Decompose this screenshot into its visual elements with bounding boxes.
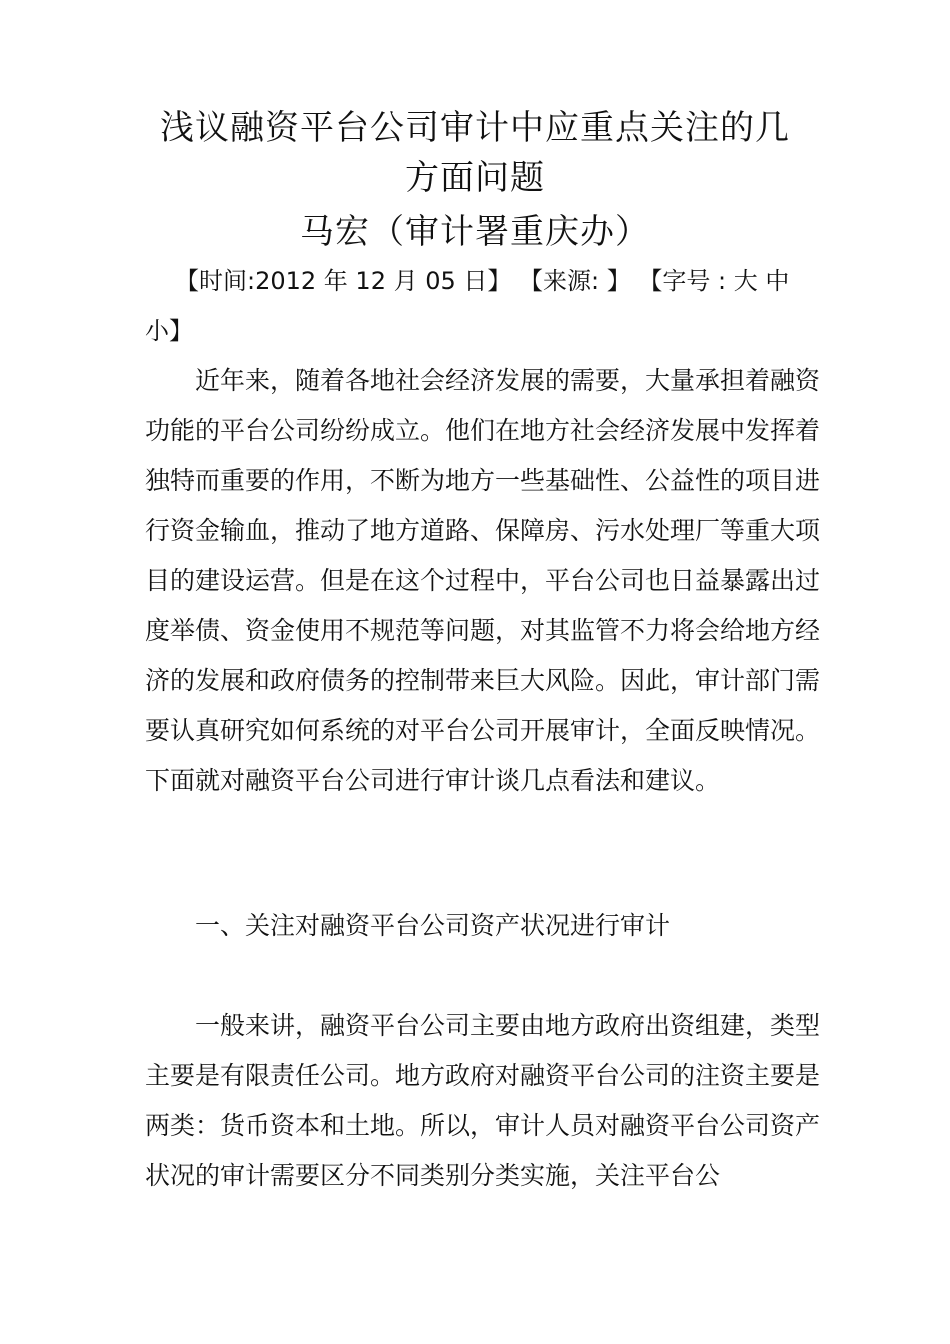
intro-paragraph: 近年来，随着各地社会经济发展的需要，大量承担着融资功能的平台公司纷纷成立。他们在地方社会经济发展中发挥着独特而重要的作用，不断为地方一些基础性、公益性的项目进行资金输血，推动了地方道路、保障房、污水处理厂等重大项目的建设运营。但是在这个过程中，平台公司也日益暴露出过度举债、资金使用不规范等问题，对其监管不力将会给地方经济的发展和政府债务的控制带来巨大风险。因此，审计部门需要认真研究如何系统的对平台公司开展审计，全面反映情况。下面就对融资平台公司进行审计谈几点看法和建议。	[145, 366, 821, 795]
article-title-line-2: 方面问题	[405, 158, 545, 198]
section-1-paragraph-block	[145, 1001, 835, 1201]
section-heading-block	[145, 901, 835, 951]
article-title-line-1: 浅议融资平台公司审计中应重点关注的几	[160, 108, 790, 148]
title-block	[0, 103, 950, 257]
intro-paragraph-block	[145, 356, 835, 806]
section-heading-1: 一、关注对融资平台公司资产状况进行审计	[195, 911, 671, 940]
author-line: 马宏（审计署重庆办）	[300, 212, 650, 252]
meta-info: 【时间:2012 年 12 月 05 日】 【来源: 】 【字号 : 大 中 小】	[145, 267, 790, 345]
section-1-paragraph: 一般来讲，融资平台公司主要由地方政府出资组建，类型主要是有限责任公司。地方政府对融资平台公司的注资主要是两类：货币资本和土地。所以，审计人员对融资平台公司资产状况的审计需要区分不同类别分类实施，关注平台公	[145, 1011, 821, 1190]
